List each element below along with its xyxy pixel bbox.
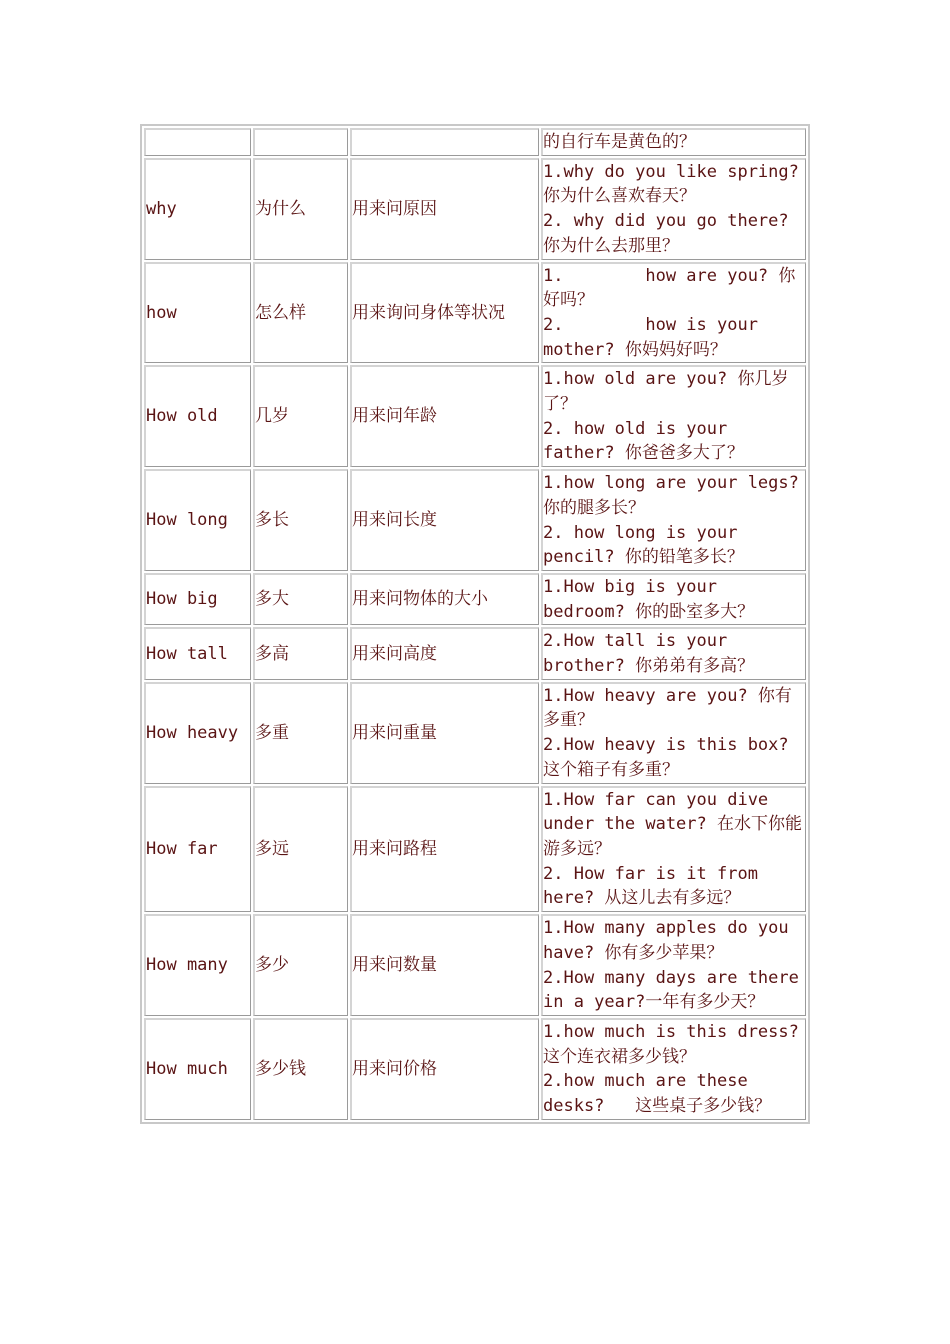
example-sentence: 2.How tall is your brother? 你弟弟有多高？ — [543, 631, 755, 677]
example-sentence: 1.How far can you dive under the water? 在水下你能游多远？ — [543, 789, 802, 859]
table-row — [144, 682, 806, 784]
meaning-cell: 多大 — [253, 573, 348, 625]
usage-cell — [350, 128, 539, 156]
example-sentence: 2. How far is it from here? 从这儿去有多远？ — [543, 863, 758, 909]
usage-cell: 用来问长度 — [350, 469, 539, 571]
example-sentence: 1. how are you? 你好吗？ — [543, 265, 796, 311]
word-cell: How many — [144, 914, 251, 1016]
examples-cell — [541, 1018, 806, 1120]
table-row — [144, 786, 806, 913]
example-sentence: 2. how is your mother? 你妈妈好吗？ — [543, 314, 769, 360]
example-sentence: 的自行车是黄色的？ — [543, 132, 696, 152]
usage-cell: 用来问重量 — [350, 682, 539, 784]
examples-cell — [541, 158, 806, 260]
table-row — [144, 914, 806, 1016]
word-cell: why — [144, 158, 251, 260]
question-words-table — [140, 124, 810, 1124]
examples-cell — [541, 128, 806, 156]
table-row — [144, 573, 806, 625]
examples-cell — [541, 262, 806, 364]
example-sentence: 1.How heavy are you? 你有多重？ — [543, 685, 792, 731]
meaning-cell: 怎么样 — [253, 262, 348, 364]
examples-cell — [541, 627, 806, 679]
table-row — [144, 469, 806, 571]
examples-cell — [541, 365, 806, 467]
meaning-cell — [253, 128, 348, 156]
usage-cell: 用来问原因 — [350, 158, 539, 260]
usage-cell: 用来问路程 — [350, 786, 539, 913]
examples-cell — [541, 469, 806, 571]
usage-cell: 用来询问身体等状况 — [350, 262, 539, 364]
word-cell: How heavy — [144, 682, 251, 784]
examples-cell — [541, 682, 806, 784]
example-sentence: 2.How heavy is this box? 这个箱子有多重？ — [543, 735, 789, 780]
usage-cell: 用来问数量 — [350, 914, 539, 1016]
meaning-cell: 多长 — [253, 469, 348, 571]
usage-cell: 用来问物体的大小 — [350, 573, 539, 625]
example-sentence: 2. why did you go there? 你为什么去那里？ — [543, 211, 789, 256]
examples-cell — [541, 573, 806, 625]
usage-cell: 用来问价格 — [350, 1018, 539, 1120]
examples-cell — [541, 786, 806, 913]
table-row — [144, 128, 806, 156]
meaning-cell: 多少钱 — [253, 1018, 348, 1120]
meaning-cell: 多远 — [253, 786, 348, 913]
word-cell: How far — [144, 786, 251, 913]
example-sentence: 1.why do you like spring? 你为什么喜欢春天？ — [543, 161, 799, 207]
meaning-cell: 多重 — [253, 682, 348, 784]
table-row — [144, 158, 806, 260]
meaning-cell: 多少 — [253, 914, 348, 1016]
word-cell: How big — [144, 573, 251, 625]
example-sentence: 2. how long is your pencil? 你的铅笔多长？ — [543, 522, 744, 568]
word-cell — [144, 128, 251, 156]
word-cell: How much — [144, 1018, 251, 1120]
word-cell: How tall — [144, 627, 251, 679]
meaning-cell: 几岁 — [253, 365, 348, 467]
example-sentence: 2. how old is your father? 你爸爸多大了？ — [543, 418, 744, 464]
usage-cell: 用来问高度 — [350, 627, 539, 679]
table-row — [144, 365, 806, 467]
meaning-cell: 为什么 — [253, 158, 348, 260]
usage-cell: 用来问年龄 — [350, 365, 539, 467]
meaning-cell: 多高 — [253, 627, 348, 679]
table-body — [144, 128, 806, 1120]
example-sentence: 1.how much is this dress? 这个连衣裙多少钱？ — [543, 1021, 799, 1067]
word-cell: how — [144, 262, 251, 364]
word-cell: How old — [144, 365, 251, 467]
example-sentence: 1.how old are you? 你几岁了？ — [543, 369, 789, 415]
table-row — [144, 1018, 806, 1120]
example-sentence: 1.How many apples do you have? 你有多少苹果？ — [543, 918, 789, 963]
table-row — [144, 627, 806, 679]
word-cell: How long — [144, 469, 251, 571]
example-sentence: 2.How many days are there in a year?一年有多少天？ — [543, 967, 799, 1013]
example-sentence: 2.how much are these desks? 这些桌子多少钱？ — [543, 1071, 772, 1117]
example-sentence: 1.how long are your legs? 你的腿多长？ — [543, 473, 799, 518]
example-sentence: 1.How big is your bedroom? 你的卧室多大？ — [543, 576, 755, 622]
table-row — [144, 262, 806, 364]
examples-cell — [541, 914, 806, 1016]
